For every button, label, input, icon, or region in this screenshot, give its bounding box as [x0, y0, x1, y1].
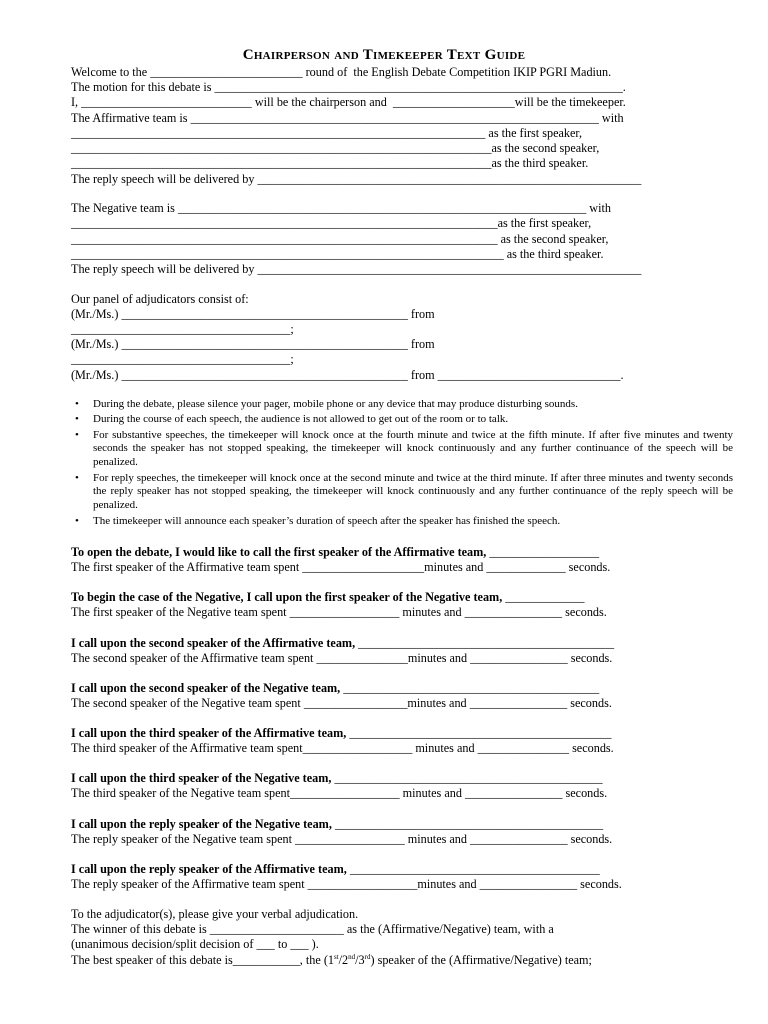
speech-call-line	[71, 681, 599, 695]
ordinal-nd: nd	[348, 952, 356, 961]
document-title: Chairperson and Timekeeper Text Guide	[242, 47, 526, 63]
speech-call-line	[71, 590, 585, 604]
speech-call-blank: _____________	[502, 590, 585, 604]
speech-call-line	[71, 862, 600, 876]
roles-line: I, ____________________________ will be the chairperson and ____________________will be the timekeeper.	[71, 95, 626, 109]
speech-call-blank: ___________________________________________	[346, 726, 612, 740]
adjudicator-3-line: (Mr./Ms.) _______________________________________________ from ______________________________.	[71, 368, 624, 382]
ordinal-st: st	[333, 952, 339, 961]
negative-first-speaker-line: ______________________________________________________________________as the first speaker,	[71, 216, 592, 230]
speech-call-text: I call upon the second speaker of the Affirmative team,	[71, 636, 356, 650]
adjudicator-2-line: (Mr./Ms.) _______________________________________________ from	[71, 337, 435, 351]
adjudicator-2-continuation: ____________________________________;	[71, 352, 294, 366]
adjudication-request-line: To the adjudicator(s), please give your verbal adjudication.	[71, 907, 359, 921]
panel-heading: Our panel of adjudicators consist of:	[71, 292, 249, 306]
speech-call-line	[71, 771, 603, 785]
speech-call-text: I call upon the reply speaker of the Negative team,	[71, 817, 332, 831]
bullet-icon: •	[75, 413, 79, 425]
speech-call-blank: __________________	[486, 545, 600, 559]
negative-team-line: The Negative team is ___________________________________________________________________ with	[71, 201, 611, 215]
rule-announce-duration: The timekeeper will announce each speaker’s duration of speech after the speaker has finished the speech.	[93, 515, 561, 527]
speech-call-blank: __________________________________________	[355, 636, 615, 650]
rule-reply-timing: For reply speeches, the timekeeper will knock once at the second minute and twice at the third minute. If after three minutes and twenty seconds the reply speaker has not stopped speaking, the timekeeper will knock continuously and any further continuance of the reply speech will be penalized.	[93, 472, 733, 511]
speech-call-text: To open the debate, I would like to call the first speaker of the Affirmative team,	[71, 545, 487, 559]
affirmative-third-speaker-line: _____________________________________________________________________as the third speaker.	[71, 156, 589, 170]
speech-call-line	[71, 636, 614, 650]
ordinal-rd: rd	[364, 952, 371, 961]
speech-time-line: The reply speaker of the Negative team spent __________________ minutes and ________________ seconds.	[71, 832, 613, 846]
bullet-icon: •	[75, 398, 79, 410]
affirmative-team-line: The Affirmative team is ___________________________________________________________________ with	[71, 111, 624, 125]
speech-call-blank: _________________________________________	[346, 862, 600, 876]
bullet-icon: •	[75, 515, 79, 527]
best-speaker-team-text: ) speaker of the (Affirmative/Negative) team;	[370, 953, 592, 967]
speech-time-line: The second speaker of the Affirmative team spent _______________minutes and ________________ seconds.	[71, 651, 613, 665]
best-speaker-text: The best speaker of this debate is___________, the (1	[71, 953, 334, 967]
decision-line: (unanimous decision/split decision of ___ to ___ ).	[71, 937, 319, 951]
speech-call-blank: __________________________________________	[340, 681, 600, 695]
affirmative-second-speaker-line: _____________________________________________________________________as the second speaker,	[71, 141, 600, 155]
speech-time-line: The first speaker of the Affirmative team spent ____________________minutes and _____________ seconds.	[71, 560, 611, 574]
ordinal-separator: /3	[355, 953, 365, 967]
speech-time-line: The first speaker of the Negative team spent __________________ minutes and ________________ seconds.	[71, 605, 607, 619]
speech-time-line: The third speaker of the Affirmative team spent__________________ minutes and _______________ seconds.	[71, 741, 614, 755]
bullet-icon: •	[75, 472, 79, 484]
negative-reply-line: The reply speech will be delivered by _______________________________________________________________	[71, 262, 642, 276]
speech-call-blank: ____________________________________________	[331, 817, 604, 831]
speech-time-line: The reply speaker of the Affirmative team spent __________________minutes and ________________ seconds.	[71, 877, 622, 891]
negative-second-speaker-line: ______________________________________________________________________ as the second speaker,	[71, 232, 609, 246]
negative-third-speaker-line: _______________________________________________________________________ as the third speaker.	[71, 247, 604, 261]
speech-time-line: The third speaker of the Negative team spent__________________ minutes and ________________ seconds.	[71, 786, 608, 800]
welcome-line: Welcome to the _________________________ round of the English Debate Competition IKIP PGRI Madiun.	[71, 65, 612, 79]
motion-line: The motion for this debate is ___________________________________________________________________.	[71, 80, 626, 94]
speech-call-text: I call upon the second speaker of the Negative team,	[71, 681, 341, 695]
speech-call-text: I call upon the reply speaker of the Affirmative team,	[71, 862, 347, 876]
speech-call-line	[71, 545, 599, 559]
speech-call-line	[71, 817, 603, 831]
speech-call-text: To begin the case of the Negative, I call upon the first speaker of the Negative team,	[71, 590, 503, 604]
winner-line: The winner of this debate is ______________________ as the (Affirmative/Negative) team, with a	[71, 922, 554, 936]
speech-call-blank: ____________________________________________	[331, 771, 603, 785]
speech-call-line	[71, 726, 611, 740]
adjudicator-1-continuation: ____________________________________;	[71, 322, 294, 336]
adjudicator-1-line: (Mr./Ms.) _______________________________________________ from	[71, 307, 435, 321]
affirmative-first-speaker-line: ____________________________________________________________________ as the first speaker,	[71, 126, 583, 140]
ordinal-separator: /2	[338, 953, 349, 967]
rule-audience-conduct: During the course of each speech, the audience is not allowed to get out of the room or to talk.	[93, 413, 509, 425]
best-speaker-line	[71, 953, 592, 967]
bullet-icon: •	[75, 429, 79, 441]
rule-substantive-timing: For substantive speeches, the timekeeper will knock once at the fourth minute and twice at the fifth minute. If after five minutes and twenty seconds the speaker has not stopped speaking, the timekeeper will knock continuously and any further continuance of the speech will be penalized.	[93, 429, 733, 468]
speech-call-text: I call upon the third speaker of the Affirmative team,	[71, 726, 347, 740]
speech-time-line: The second speaker of the Negative team spent _________________minutes and ________________ seconds.	[71, 696, 612, 710]
affirmative-reply-line: The reply speech will be delivered by _______________________________________________________________	[71, 172, 642, 186]
speech-call-text: I call upon the third speaker of the Negative team,	[71, 771, 332, 785]
rule-silence-devices: During the debate, please silence your pager, mobile phone or any device that may produce disturbing sounds.	[93, 398, 578, 410]
